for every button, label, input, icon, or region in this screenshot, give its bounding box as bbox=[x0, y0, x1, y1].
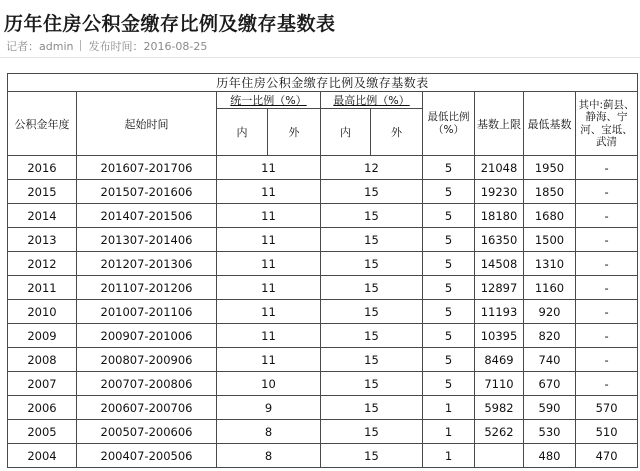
cell-min-ratio: 5 bbox=[423, 276, 475, 300]
cell-note: - bbox=[576, 180, 638, 204]
cell-note: - bbox=[576, 324, 638, 348]
author-label: 记者：admin bbox=[6, 40, 74, 53]
cell-max-ratio: 15 bbox=[321, 324, 423, 348]
cell-base-lower: 1310 bbox=[524, 252, 576, 276]
cell-min-ratio: 5 bbox=[423, 348, 475, 372]
table-body bbox=[8, 156, 638, 468]
cell-period: 201307-201406 bbox=[77, 228, 217, 252]
cell-unified-ratio: 11 bbox=[217, 324, 321, 348]
cell-unified-ratio: 9 bbox=[217, 396, 321, 420]
cell-base-upper: 18180 bbox=[475, 204, 524, 228]
cell-unified-ratio: 8 bbox=[217, 444, 321, 468]
cell-max-ratio: 15 bbox=[321, 204, 423, 228]
cell-period: 200907-201006 bbox=[77, 324, 217, 348]
cell-year: 2011 bbox=[8, 276, 77, 300]
cell-year: 2004 bbox=[8, 444, 77, 468]
cell-base-upper: 19230 bbox=[475, 180, 524, 204]
cell-min-ratio: 5 bbox=[423, 156, 475, 180]
table-row bbox=[8, 348, 638, 372]
header-unified-inner: 内 bbox=[217, 109, 268, 156]
cell-note: - bbox=[576, 372, 638, 396]
cell-base-lower: 1850 bbox=[524, 180, 576, 204]
cell-min-ratio: 5 bbox=[423, 204, 475, 228]
article-title: 历年住房公积金缴存比例及缴存基数表 bbox=[4, 13, 336, 35]
cell-year: 2006 bbox=[8, 396, 77, 420]
table-row bbox=[8, 396, 638, 420]
header-max-ratio: 最高比例（%） bbox=[321, 92, 423, 109]
table-row bbox=[8, 420, 638, 444]
cell-base-upper: 14508 bbox=[475, 252, 524, 276]
cell-base-upper: 12897 bbox=[475, 276, 524, 300]
cell-period: 201007-201106 bbox=[77, 300, 217, 324]
header-unified-ratio: 统一比例（%） bbox=[217, 92, 321, 109]
cell-base-lower: 1500 bbox=[524, 228, 576, 252]
cell-max-ratio: 15 bbox=[321, 420, 423, 444]
cell-min-ratio: 1 bbox=[423, 444, 475, 468]
cell-note: - bbox=[576, 348, 638, 372]
cell-min-ratio: 5 bbox=[423, 300, 475, 324]
cell-unified-ratio: 11 bbox=[217, 300, 321, 324]
header-max-inner: 内 bbox=[321, 109, 371, 156]
cell-min-ratio: 5 bbox=[423, 324, 475, 348]
table-row bbox=[8, 372, 638, 396]
cell-year: 2007 bbox=[8, 372, 77, 396]
cell-note: 470 bbox=[576, 444, 638, 468]
cell-unified-ratio: 11 bbox=[217, 204, 321, 228]
cell-max-ratio: 15 bbox=[321, 180, 423, 204]
table-caption: 历年住房公积金缴存比例及缴存基数表 bbox=[8, 74, 638, 92]
cell-base-lower: 920 bbox=[524, 300, 576, 324]
cell-max-ratio: 15 bbox=[321, 300, 423, 324]
cell-base-upper: 7110 bbox=[475, 372, 524, 396]
cell-base-upper: 10395 bbox=[475, 324, 524, 348]
cell-period: 201407-201506 bbox=[77, 204, 217, 228]
header-start-end: 起始时间 bbox=[77, 92, 217, 156]
title-divider bbox=[0, 57, 640, 58]
cell-max-ratio: 15 bbox=[321, 348, 423, 372]
cell-unified-ratio: 11 bbox=[217, 252, 321, 276]
cell-base-lower: 1680 bbox=[524, 204, 576, 228]
cell-period: 200407-200506 bbox=[77, 444, 217, 468]
cell-note: - bbox=[576, 252, 638, 276]
header-base-lower: 最低基数 bbox=[524, 92, 576, 156]
cell-note: 510 bbox=[576, 420, 638, 444]
cell-max-ratio: 15 bbox=[321, 372, 423, 396]
cell-max-ratio: 15 bbox=[321, 228, 423, 252]
table-row bbox=[8, 300, 638, 324]
cell-unified-ratio: 8 bbox=[217, 420, 321, 444]
cell-note: 570 bbox=[576, 396, 638, 420]
cell-unified-ratio: 11 bbox=[217, 228, 321, 252]
cell-min-ratio: 5 bbox=[423, 252, 475, 276]
publish-time: 发布时间：2016-08-25 bbox=[88, 40, 208, 53]
cell-year: 2016 bbox=[8, 156, 77, 180]
cell-note: - bbox=[576, 228, 638, 252]
table-row bbox=[8, 252, 638, 276]
cell-min-ratio: 5 bbox=[423, 228, 475, 252]
table-row bbox=[8, 228, 638, 252]
header-fund-year: 公积金年度 bbox=[8, 92, 77, 156]
cell-base-lower: 530 bbox=[524, 420, 576, 444]
cell-note: - bbox=[576, 276, 638, 300]
cell-max-ratio: 12 bbox=[321, 156, 423, 180]
cell-min-ratio: 5 bbox=[423, 372, 475, 396]
table-row bbox=[8, 444, 638, 468]
cell-note: - bbox=[576, 300, 638, 324]
cell-year: 2012 bbox=[8, 252, 77, 276]
cell-base-upper: 11193 bbox=[475, 300, 524, 324]
cell-year: 2013 bbox=[8, 228, 77, 252]
cell-year: 2014 bbox=[8, 204, 77, 228]
cell-max-ratio: 15 bbox=[321, 252, 423, 276]
cell-period: 201507-201606 bbox=[77, 180, 217, 204]
cell-period: 201107-201206 bbox=[77, 276, 217, 300]
cell-year: 2005 bbox=[8, 420, 77, 444]
cell-min-ratio: 1 bbox=[423, 420, 475, 444]
cell-base-upper bbox=[475, 444, 524, 468]
cell-period: 200707-200806 bbox=[77, 372, 217, 396]
cell-year: 2009 bbox=[8, 324, 77, 348]
cell-max-ratio: 15 bbox=[321, 396, 423, 420]
cell-year: 2008 bbox=[8, 348, 77, 372]
article-meta bbox=[6, 38, 207, 54]
cell-base-lower: 480 bbox=[524, 444, 576, 468]
table-row bbox=[8, 324, 638, 348]
cell-base-lower: 590 bbox=[524, 396, 576, 420]
cell-note: - bbox=[576, 156, 638, 180]
cell-base-lower: 820 bbox=[524, 324, 576, 348]
cell-unified-ratio: 11 bbox=[217, 180, 321, 204]
cell-base-upper: 8469 bbox=[475, 348, 524, 372]
header-note: 其中:蓟县、静海、宁河、宝坻、武清 bbox=[576, 92, 638, 156]
cell-period: 200507-200606 bbox=[77, 420, 217, 444]
cell-year: 2010 bbox=[8, 300, 77, 324]
cell-unified-ratio: 11 bbox=[217, 276, 321, 300]
cell-year: 2015 bbox=[8, 180, 77, 204]
cell-max-ratio: 15 bbox=[321, 276, 423, 300]
cell-min-ratio: 1 bbox=[423, 396, 475, 420]
cell-period: 200607-200706 bbox=[77, 396, 217, 420]
cell-unified-ratio: 11 bbox=[217, 348, 321, 372]
cell-base-lower: 1950 bbox=[524, 156, 576, 180]
table-row bbox=[8, 276, 638, 300]
table-row bbox=[8, 204, 638, 228]
cell-base-lower: 1160 bbox=[524, 276, 576, 300]
cell-base-upper: 5982 bbox=[475, 396, 524, 420]
cell-note: - bbox=[576, 204, 638, 228]
table-row bbox=[8, 180, 638, 204]
cell-base-upper: 21048 bbox=[475, 156, 524, 180]
meta-separator bbox=[80, 40, 81, 51]
header-base-upper: 基数上限 bbox=[475, 92, 524, 156]
fund-table bbox=[7, 73, 638, 468]
cell-period: 201607-201706 bbox=[77, 156, 217, 180]
table-row bbox=[8, 156, 638, 180]
cell-max-ratio: 15 bbox=[321, 444, 423, 468]
cell-base-lower: 740 bbox=[524, 348, 576, 372]
cell-base-upper: 5262 bbox=[475, 420, 524, 444]
cell-period: 200807-200906 bbox=[77, 348, 217, 372]
cell-unified-ratio: 11 bbox=[217, 156, 321, 180]
header-max-outer: 外 bbox=[371, 109, 423, 156]
cell-period: 201207-201306 bbox=[77, 252, 217, 276]
cell-base-upper: 16350 bbox=[475, 228, 524, 252]
cell-base-lower: 670 bbox=[524, 372, 576, 396]
cell-unified-ratio: 10 bbox=[217, 372, 321, 396]
cell-min-ratio: 5 bbox=[423, 180, 475, 204]
header-unified-outer: 外 bbox=[268, 109, 321, 156]
header-min-ratio: 最低比例（%） bbox=[423, 92, 475, 156]
